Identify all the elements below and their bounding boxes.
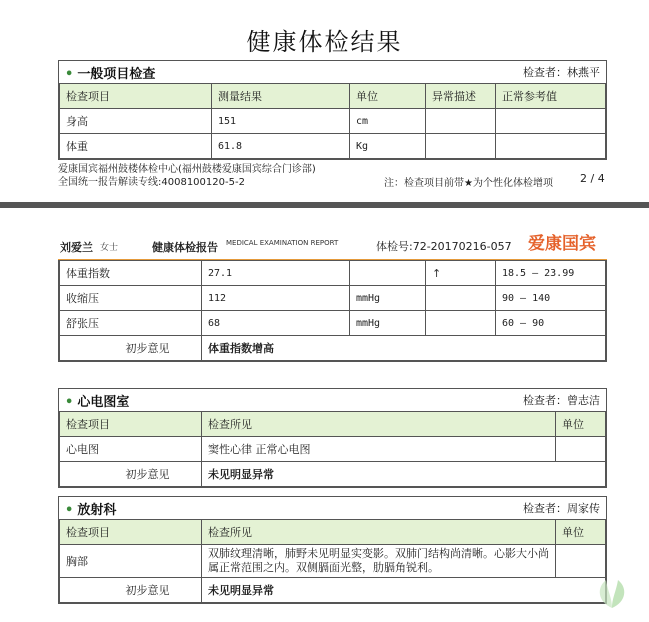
radiology-table (59, 519, 606, 603)
general-section (58, 60, 607, 160)
table-row: 心电图 窦性心律 正常心电图 (60, 437, 606, 462)
col-header: 测量结果 (212, 84, 350, 109)
footer-line2: 全国统一报告解读专线:4008100120-5-2 (58, 177, 245, 188)
col-header: 单位 (350, 84, 426, 109)
advice-row: 初步意见 未见明显异常 (60, 578, 606, 603)
advice-text: 体重指数增高 (202, 336, 606, 361)
col-header: 检查项目 (60, 520, 202, 545)
radiology-section (58, 496, 607, 604)
advice-row: 初步意见 体重指数增高 (60, 336, 606, 361)
examiner: 检查者：曾志洁 (523, 394, 600, 407)
advice-row: 初步意见 未见明显异常 (60, 462, 606, 487)
col-header: 检查所见 (202, 520, 556, 545)
section-title: 放射科 (77, 502, 117, 518)
col-header: 异常描述 (426, 84, 496, 109)
advice-text: 未见明显异常 (202, 462, 606, 487)
report-header (58, 233, 607, 261)
table-row: 体重指数 27.1 ↑ 18.5 — 23.99 (60, 261, 606, 286)
bullet-icon: • (65, 502, 74, 518)
section-title: 心电图室 (77, 394, 130, 410)
table-row: 体重 61.8 Kg (60, 134, 606, 159)
footer-info (58, 163, 316, 189)
patient-gender: 女士 (100, 243, 119, 253)
patient-name: 刘爱兰 (60, 241, 93, 254)
exam-number: 体检号:72-20170216-057 (376, 240, 512, 253)
col-header: 检查项目 (60, 84, 212, 109)
table-row: 身高 151 cm (60, 109, 606, 134)
table-row: 胸部 双肺纹理清晰，肺野未见明显实变影。双肺门结构尚清晰。心影大小尚属正常范围之内。双侧膈面光整，肋膈角锐利。 (60, 545, 606, 578)
page-title: 健康体检结果 (246, 28, 403, 56)
col-header: 单位 (556, 520, 606, 545)
footer-line1: 爱康国宾福州鼓楼体检中心(福州鼓楼爱康国宾综合门诊部) (58, 164, 316, 175)
leaf-icon (592, 572, 632, 612)
abnormal-arrow: ↑ (426, 261, 496, 286)
section-title: 一般项目检查 (77, 66, 156, 82)
advice-text: 未见明显异常 (202, 578, 606, 603)
ecg-table (59, 411, 606, 487)
general-table (59, 83, 606, 159)
page-number: 2 / 4 (580, 172, 605, 185)
examiner: 检查者：周家传 (523, 502, 600, 515)
bullet-icon: • (65, 394, 74, 410)
col-header: 检查所见 (202, 412, 556, 437)
bullet-icon: • (65, 66, 74, 82)
examiner: 检查者：林燕平 (523, 66, 600, 79)
vitals-section (58, 260, 607, 362)
table-row: 舒张压 68 mmHg 60 — 90 (60, 311, 606, 336)
ecg-section (58, 388, 607, 488)
brand-logo-text: 爱康国宾 (528, 234, 596, 254)
report-title: 健康体检报告 (152, 241, 218, 254)
col-header: 正常参考值 (496, 84, 606, 109)
report-title-en: MEDICAL EXAMINATION REPORT (226, 239, 339, 247)
table-row: 收缩压 112 mmHg 90 — 140 (60, 286, 606, 311)
col-header: 检查项目 (60, 412, 202, 437)
section-header (59, 389, 606, 411)
vitals-table (59, 260, 606, 361)
section-header (59, 497, 606, 519)
col-header: 单位 (556, 412, 606, 437)
section-header (59, 61, 606, 83)
footer-note: 注：检查项目前带★为个性化体检增项 (384, 178, 553, 189)
page-divider (0, 202, 649, 208)
